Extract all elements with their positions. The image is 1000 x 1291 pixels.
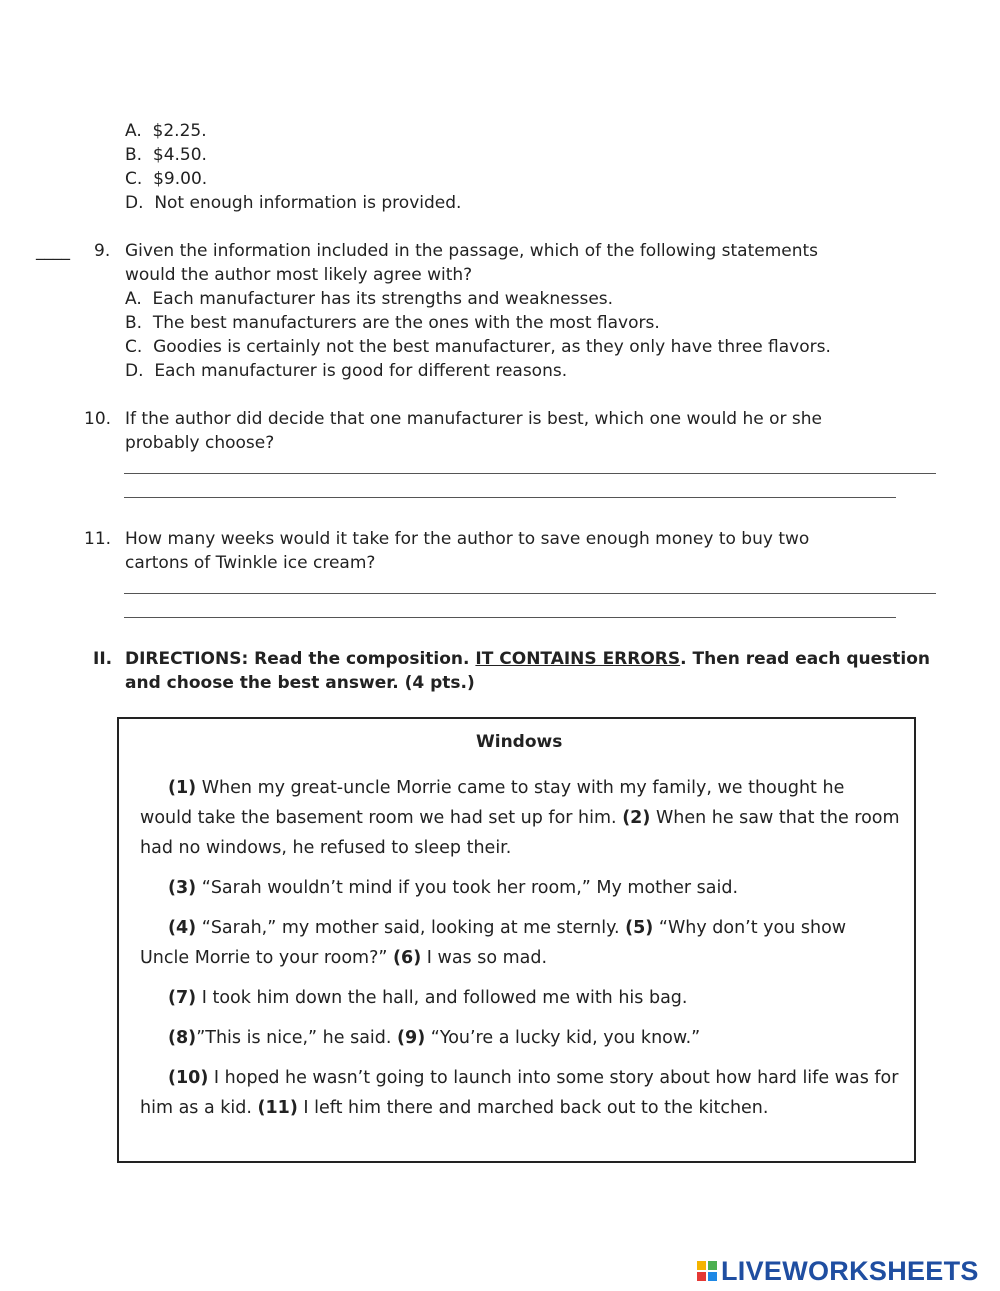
logo-block-1 [697, 1261, 706, 1270]
q9-answer-blank[interactable]: ____ [36, 241, 70, 261]
section-2-numeral: II. [93, 649, 113, 669]
q9-number: 9. [94, 241, 111, 261]
directions-line2: and choose the best answer. (4 pts.) [125, 673, 475, 693]
q9-text-line1: Given the information included in the passage, which of the following statements [125, 241, 819, 261]
q9-option-b[interactable]: B. The best manufacturers are the ones with the most flavors. [125, 313, 660, 333]
logo-block-2 [708, 1261, 717, 1270]
sentence-number-6[interactable]: (6) [393, 948, 422, 968]
q10-number: 10. [84, 409, 112, 429]
sentence-number-8[interactable]: (8) [168, 1028, 197, 1048]
q8-option-b[interactable]: B. $4.50. [125, 145, 207, 165]
q9-option-a[interactable]: A. Each manufacturer has its strengths and weaknesses. [125, 289, 614, 309]
q11-number: 11. [84, 529, 112, 549]
q11-answer-line-1[interactable] [124, 593, 936, 594]
sentence-number-4[interactable]: (4) [168, 918, 197, 938]
logo-text: LIVEWORKSHEETS [721, 1255, 979, 1286]
logo-blocks-icon [697, 1261, 717, 1281]
q9-text-line2: would the author most likely agree with? [125, 265, 473, 285]
q10-text-line2: probably choose? [125, 433, 275, 453]
composition-paragraph-3: (4) “Sarah,” my mother said, looking at me sternly. (5) “Why don’t you show Uncle Morrie to your room?” (6) I was so mad. [140, 918, 847, 968]
q11-text-line1: How many weeks would it take for the author to save enough money to buy two [125, 529, 810, 549]
composition-paragraph-4: (7) I took him down the hall, and followed me with his bag. [168, 988, 688, 1008]
q8-option-a[interactable]: A. $2.25. [125, 121, 207, 141]
sentence-number-2[interactable]: (2) [622, 808, 651, 828]
logo-block-3 [697, 1272, 706, 1281]
composition-paragraph-1: (1) When my great-uncle Morrie came to stay with my family, we thought he would take the basement room we had set up for him. (2) When he saw that the room had no windows, he refused to sleep their. [140, 778, 900, 858]
q10-text-line1: If the author did decide that one manufacturer is best, which one would he or she [125, 409, 823, 429]
q8-option-d[interactable]: D. Not enough information is provided. [125, 193, 462, 213]
composition-paragraph-5: (8)”This is nice,” he said. (9) “You’re a lucky kid, you know.” [168, 1028, 701, 1048]
composition-paragraph-2: (3) “Sarah wouldn’t mind if you took her room,” My mother said. [168, 878, 739, 898]
q10-answer-line-2[interactable] [124, 497, 896, 498]
sentence-number-9[interactable]: (9) [397, 1028, 426, 1048]
q11-answer-line-2[interactable] [124, 617, 896, 618]
q10-answer-line-1[interactable] [124, 473, 936, 474]
liveworksheets-logo[interactable] [697, 1257, 979, 1285]
sentence-number-11[interactable]: (11) [257, 1098, 298, 1118]
q9-option-d[interactable]: D. Each manufacturer is good for different reasons. [125, 361, 568, 381]
sentence-number-3[interactable]: (3) [168, 878, 197, 898]
sentence-number-10[interactable]: (10) [168, 1068, 209, 1088]
composition-paragraph-6: (10) I hoped he wasn’t going to launch into some story about how hard life was for him as a kid. (11) I left him there and marched back out to the kitchen. [140, 1068, 899, 1118]
sentence-number-7[interactable]: (7) [168, 988, 197, 1008]
logo-block-4 [708, 1272, 717, 1281]
sentence-number-1[interactable]: (1) [168, 778, 197, 798]
q11-text-line2: cartons of Twinkle ice cream? [125, 553, 376, 573]
q9-option-c[interactable]: C. Goodies is certainly not the best manufacturer, as they only have three flavors. [125, 337, 831, 357]
q8-option-c[interactable]: C. $9.00. [125, 169, 208, 189]
directions-line1: DIRECTIONS: Read the composition. IT CONTAINS ERRORS. Then read each question [125, 649, 931, 669]
composition-title: Windows [476, 732, 563, 752]
sentence-number-5[interactable]: (5) [625, 918, 654, 938]
